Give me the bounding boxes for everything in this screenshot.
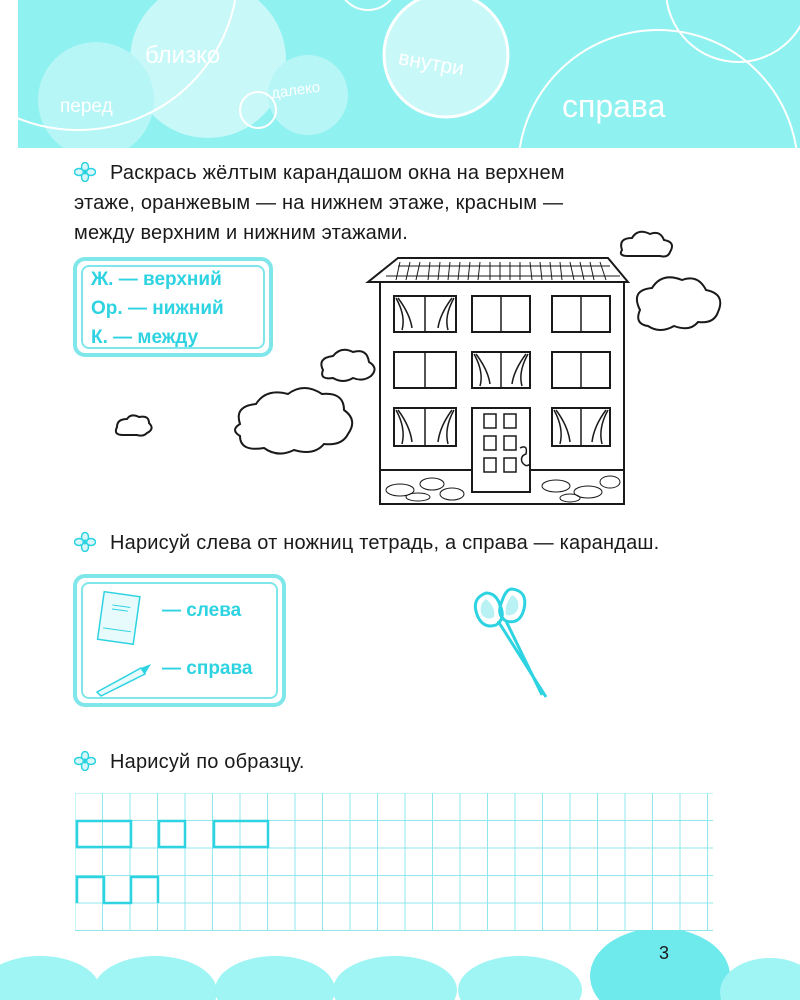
position-legend-box (73, 574, 286, 707)
legend-right: — справа (162, 658, 253, 679)
header-word-far: далеко (270, 78, 322, 103)
notebook-and-pencil-icons (91, 588, 151, 698)
task2-line (74, 528, 734, 558)
task2-text: Нарисуй слева от ножниц тетрадь, а справа — карандаш. (110, 532, 660, 554)
legend-middle-floor: К. — между (91, 327, 199, 348)
scissors-icon (462, 585, 562, 705)
flower-icon (74, 751, 96, 771)
legend-top-floor: Ж. — верхний (91, 269, 222, 290)
task3-line (74, 747, 734, 777)
page-number: 3 (659, 943, 670, 963)
drawing-grid (75, 793, 715, 933)
legend-bottom-floor: Ор. — нижний (91, 298, 224, 319)
footer-bubbles (0, 930, 800, 1000)
task3-text: Нарисуй по образцу. (110, 751, 305, 773)
task1-text-line1: Раскрась жёлтым карандашом окна на верхнем (110, 162, 565, 184)
header-word-inside: внутри (396, 46, 466, 81)
flower-icon (74, 532, 96, 552)
sample-pattern (77, 821, 268, 903)
header-word-front: перед (60, 96, 113, 117)
notebook-icon (98, 592, 140, 645)
pencil-icon (97, 664, 151, 696)
task1-text-line3: между верхним и нижним этажами. (74, 222, 409, 244)
task1-text-line2: этаже, оранжевым — на нижнем этаже, красным — (74, 192, 564, 214)
header-word-right: справа (562, 88, 666, 124)
header-word-close: близко (145, 42, 221, 69)
legend-left: — слева (162, 600, 242, 621)
